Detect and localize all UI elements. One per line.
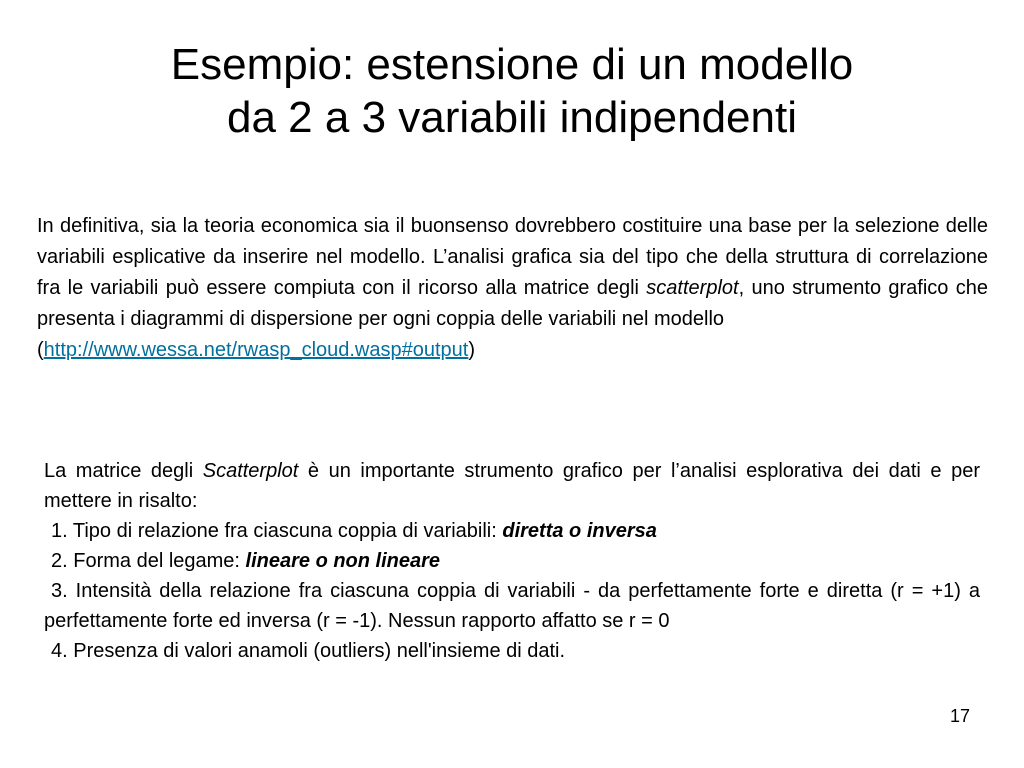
intro-paragraph: [37, 211, 988, 366]
list-item-1: [44, 516, 980, 546]
item-1-text: 1. Tipo di relazione fra ciascuna coppia di variabili:: [51, 520, 503, 542]
item-3-text: 3. Intensità della relazione fra ciascuna coppia di variabili - da perfettamente forte e diretta (r = +1) a perfettamente forte ed inversa (r = -1). Nessun rapporto affatto se r = 0: [44, 580, 980, 632]
title-line-1: Esempio: estensione di un modello: [170, 40, 854, 89]
close-paren: ): [468, 339, 476, 361]
slide-title: [0, 38, 1024, 144]
item-2-text: 2. Forma del legame:: [51, 550, 246, 572]
title-line-2: da 2 a 3 variabili indipendenti: [227, 93, 797, 142]
paragraph-text-b: , uno strumento grafico che presenta i diagrammi di dispersione per ogni coppia delle variabili nel modello: [37, 277, 988, 330]
item-1-emphasis: diretta o inversa: [502, 520, 657, 542]
list-item-3: [44, 576, 980, 636]
intro-text-b: è un importante strumento grafico per l’analisi esplorativa dei dati e per mettere in risalto:: [44, 460, 980, 512]
scatterplot-term-2: Scatterplot: [202, 460, 299, 482]
open-paren: (: [37, 339, 44, 361]
paragraph-text-a: In definitiva, sia la teoria economica sia il buonsenso dovrebbero costituire una base per la selezione delle variabili esplicative da inserire nel modello. L’analisi grafica sia del tipo che della struttura di correlazione fra le variabili può essere compiuta con il ricorso alla matrice degli: [37, 215, 988, 299]
section-intro: [44, 456, 980, 516]
list-item-2: [44, 546, 980, 576]
scatterplot-term: scatterplot: [646, 277, 739, 299]
link-line: [37, 335, 988, 366]
list-item-4: [44, 636, 980, 666]
item-4-text: 4. Presenza di valori anamoli (outliers) nell'insieme di dati.: [51, 640, 566, 662]
page-number: 17: [949, 706, 970, 726]
wessa-link[interactable]: http://www.wessa.net/rwasp_cloud.wasp#output: [43, 339, 469, 361]
intro-text-a: La matrice degli: [44, 460, 203, 482]
scatterplot-matrix-section: [44, 456, 980, 666]
item-2-emphasis: lineare o non lineare: [245, 550, 441, 572]
